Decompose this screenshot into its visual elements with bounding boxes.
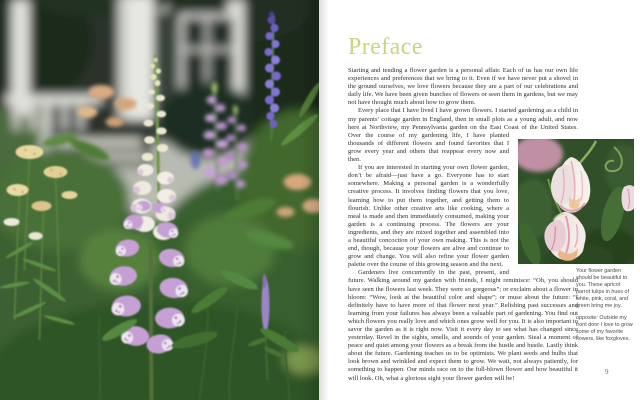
left-page-photo (0, 0, 319, 400)
paragraph-2-end: of the United States. Over the course of my gardening life, I have planted thousands of different flowers and found favorites that I grow every year and others that reappear every now and then. (348, 123, 578, 164)
paragraph-1: Starting and tending a flower garden is a personal affair. Each of us has our own life experiences and preferences that we bring to it. Even if we have never put a shovel in the ground ourselves, we love flowers because they are a part of our celebrations and daily life. We have been given bunches of flowers or seen them in gardens, but we may not have thought much about how to grow them. (348, 67, 578, 107)
preface-heading: Preface (348, 34, 423, 60)
caption-opposite-text: Outside my front door I love to grow some of my favorite flowers, like foxgloves. (576, 315, 633, 343)
apricot-parrot-tulips-photo (518, 139, 634, 264)
preface-body (348, 67, 578, 383)
caption-tulips: Your flower garden should be beautiful to you. These apricot parrot tulips in hues of white, pink, coral, and green bring me joy. (576, 268, 630, 309)
paragraph-3: If you are interested in starting your own flower garden, don’t be afraid—just have a go. Everyone has to start somewhere. Making a personal garden is a wonderfully creative process. It involves finding flowers that you love, learning how to put them together, and getting them to flourish. Unlike other creative arts like cooking, where a meal is made and then immediately consumed, making your garden is a continuing process. The flowers are your ingredients, and they are mixed together and assembled into a beautiful concoction of your own making. This is not the end, though, because your flowers are alive and continue to grow and change. You will also refine your flower garden palette over the course of this growing season and the next. (348, 164, 509, 269)
paragraph-2-start: Every place that I have lived I have grown flowers. I started gardening as a child in my parents’ cottage garden in England, then in small plots as a young adult, and now here at Northview, my Pennsylvania garden on the East Coast (348, 107, 578, 131)
garden-foxglove-photo (0, 0, 319, 400)
right-page (319, 0, 640, 400)
page-number: 9 (605, 368, 609, 376)
paragraph-2 (348, 107, 578, 164)
photo-caption (576, 268, 633, 343)
caption-opposite (576, 315, 633, 343)
paragraph-4: Gardeners live concurrently in the past, present, and future. Walking around my garden with friends, I might reminisce: “Oh, you should have seen the flowers last week. They were so gorgeous”; or exclaim about a flower in bloom: “Wow, look at the beautiful color and shape”; or muse about the future: “I definitely have to have more of that flower next year.” Relishing past successes and learning from your failures has always been a valuable part of gardening. You find out which flowers you really love and which ones grow well for you. It is also important to savor the garden as it is right now. Visit it every day to see what has changed since yesterday. Revel in the sights, smells, and sounds of your garden. Steal a moment of peace and quiet among your flowers as a break from the hustle and bustle. Lastly think about the future. Gardening teaches us to be optimists. We plant seeds and bulbs that look brown and wrinkled and expect them to grow. We wait, not always patiently, for something to happen. Our minds race on to the full-blown flower and how beautiful it will look. Oh, what a glorious sight your flower garden will be! (348, 269, 578, 382)
tulip-photo (518, 139, 634, 264)
caption-opposite-label: opposite: (576, 315, 598, 322)
